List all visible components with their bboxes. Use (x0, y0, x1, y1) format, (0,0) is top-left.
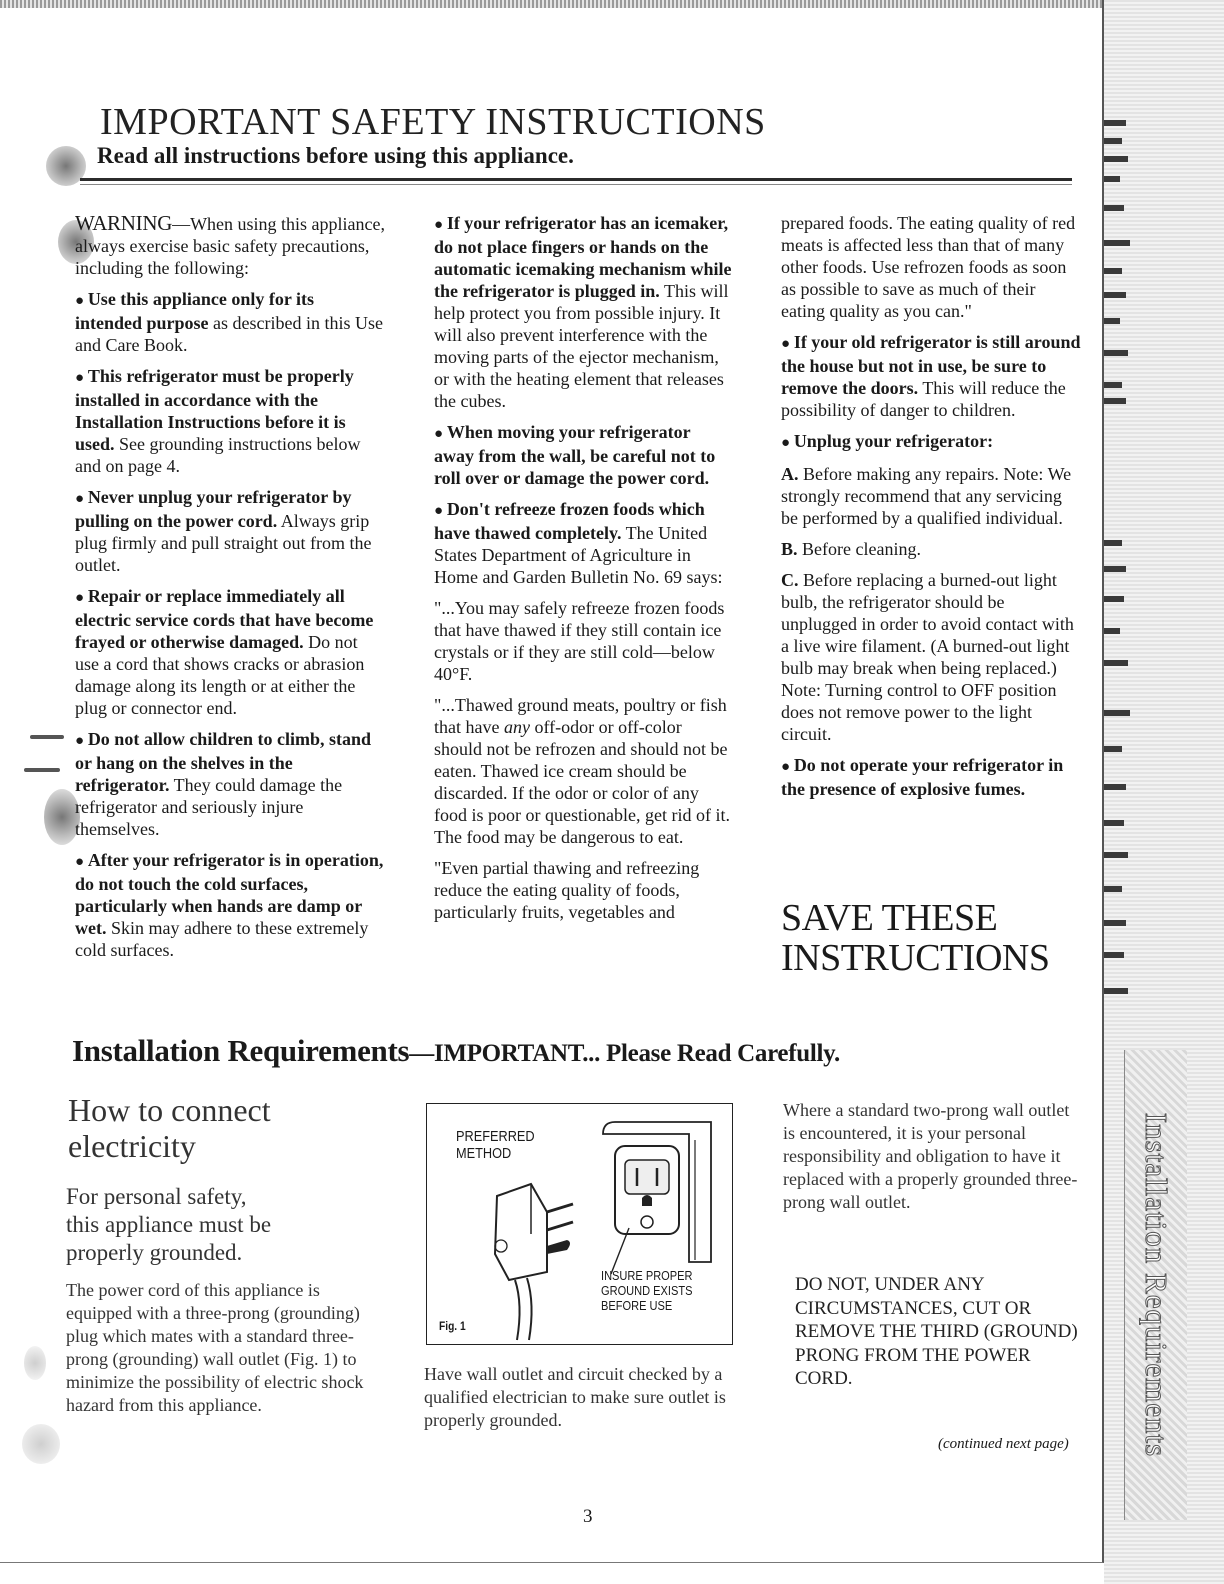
binder-hole-icon (22, 1424, 60, 1464)
warning-paragraph: WARNING—When using this appliance, always exercise basic safety precautions, including the following: (75, 211, 386, 278)
usda-quote: "Even partial thawing and refreezing reduce the eating quality of foods, particularly fruits, vegetables and (434, 858, 700, 922)
unplug-item: C. Before replacing a burned-out light bulb, the refrigerator should be unplugged in order to avoid contact with a live wire filament. (A burned-out light bulb may break when being replaced.) Note: Turning control to OFF position does not remove power to the light circuit. (781, 570, 1074, 744)
figure-1 (426, 1103, 733, 1345)
warning-label: WARNING (75, 211, 173, 235)
safety-item: ● This refrigerator must be properly installed in accordance with the Installation Instructions before it is used. See grounding instructions below and on page 4. (75, 366, 361, 476)
binding-mark (30, 735, 64, 739)
figure-ground-callout: INSURE PROPER GROUND EXISTS BEFORE USE (601, 1268, 693, 1313)
safety-column-1 (75, 212, 385, 970)
unplug-item: A. Before making any repairs. Note: We strongly recommend that any servicing be performed by a qualified individual. (781, 464, 1072, 528)
safety-item: ● Use this appliance only for its intended purpose as described in this Use and Care Book. (75, 289, 384, 355)
safety-item: ● Do not operate your refrigerator in the presence of explosive fumes. (781, 755, 1064, 799)
outlet-check-text: Have wall outlet and circuit checked by a qualified electrician to make sure outlet is properly grounded. (424, 1364, 726, 1430)
ground-prong-warning: DO NOT, UNDER ANY CIRCUMSTANCES, CUT OR REMOVE THE THIRD (GROUND) PRONG FROM THE POWER CORD. (795, 1274, 1078, 1389)
page-title: IMPORTANT SAFETY INSTRUCTIONS (100, 101, 766, 143)
safety-column-3 (781, 212, 1081, 809)
usda-quote: "...Thawed ground meats, poultry or fish that have any off-odor or off-color should not be refrozen and should not be eaten. Thawed ice cream should be discarded. If the odor or color of any food is poor or questionable, get rid of it. The food may be dangerous to eat. (434, 695, 730, 847)
binder-hole-icon (24, 1346, 46, 1380)
usda-quote: "...You may safely refreeze frozen foods that have thawed if they still contain ice crystals or if they are still cold—below 40°F. (434, 598, 725, 684)
top-scan-edge (0, 0, 1102, 8)
side-tab-label: Installation Requirements (1139, 1112, 1174, 1458)
grounding-subheading: For personal safety, this appliance must be properly grounded. (66, 1184, 272, 1265)
page-subtitle: Read all instructions before using this appliance. (97, 143, 574, 168)
safety-item: ● If your refrigerator has an icemaker, do not place fingers or hands on the automatic icemaking mechanism while the refrigerator is plugged in. This will help protect you from possible injury. It will also prevent interference with the moving parts of the ejector mechanism, or with the heating element that releases the cubes. (434, 213, 732, 411)
usda-quote-continued: prepared foods. The eating quality of red meats is affected less than that of many other foods. Use refrozen foods as soon as possible to save as much of their eating quality as you can." (781, 213, 1076, 321)
unplug-item: B. Before cleaning. (781, 539, 921, 559)
safety-item: ● Never unplug your refrigerator by pulling on the power cord. Always grip plug firmly and pull straight out from the outlet. (75, 487, 372, 575)
figure-number: Fig. 1 (439, 1319, 466, 1333)
safety-column-2 (434, 212, 734, 932)
title-divider-thin (80, 184, 1072, 185)
safety-item: ● Repair or replace immediately all electric service cords that have become frayed or otherwise damaged. Do not use a cord that shows cracks or abrasion damage along its length or at either the plug or connector end. (75, 586, 374, 718)
safety-item: ● Do not allow children to climb, stand or hang on the shelves in the refrigerator. They could damage the refrigerator and seriously injure themselves. (75, 729, 372, 839)
safety-item: ● Don't refreeze frozen foods which have thawed completely. The United States Department of Agriculture in Home and Garden Bulletin No. 69 says: (434, 499, 723, 587)
safety-item: ● If your old refrigerator is still around the house but not in use, be sure to remove the doors. This will reduce the possibility of danger to children. (781, 332, 1081, 420)
two-prong-outlet-text: Where a standard two-prong wall outlet is encountered, it is your personal responsibility and obligation to have it replaced with a properly grounded three-prong wall outlet. (783, 1100, 1078, 1212)
installation-heading: Installation Requirements—IMPORTANT... Please Read Carefully. (72, 1033, 840, 1068)
continued-note: (continued next page) (938, 1436, 1069, 1452)
power-cord-text: The power cord of this appliance is equipped with a three-prong (grounding) plug which mates with a standard three-prong (grounding) wall outlet (Fig. 1) to minimize the possibility of electric shock hazard from this appliance. (66, 1280, 364, 1415)
section-side-tab (1124, 1050, 1187, 1520)
page-number: 3 (583, 1506, 593, 1527)
safety-item: ● After your refrigerator is in operation, do not touch the cold surfaces, particularly when hands are damp or wet. Skin may adhere to these extremely cold surfaces. (75, 850, 384, 960)
binding-mark (24, 768, 60, 772)
save-instructions-heading: SAVE THESE INSTRUCTIONS (781, 897, 1050, 979)
title-divider (80, 178, 1072, 181)
safety-item: ● When moving your refrigerator away from the wall, be careful not to roll over or damage the power cord. (434, 422, 716, 488)
connect-electricity-heading: How to connect electricity (68, 1092, 271, 1164)
figure-method-label: PREFERRED METHOD (456, 1128, 535, 1162)
safety-item: ● Unplug your refrigerator: (781, 431, 994, 451)
